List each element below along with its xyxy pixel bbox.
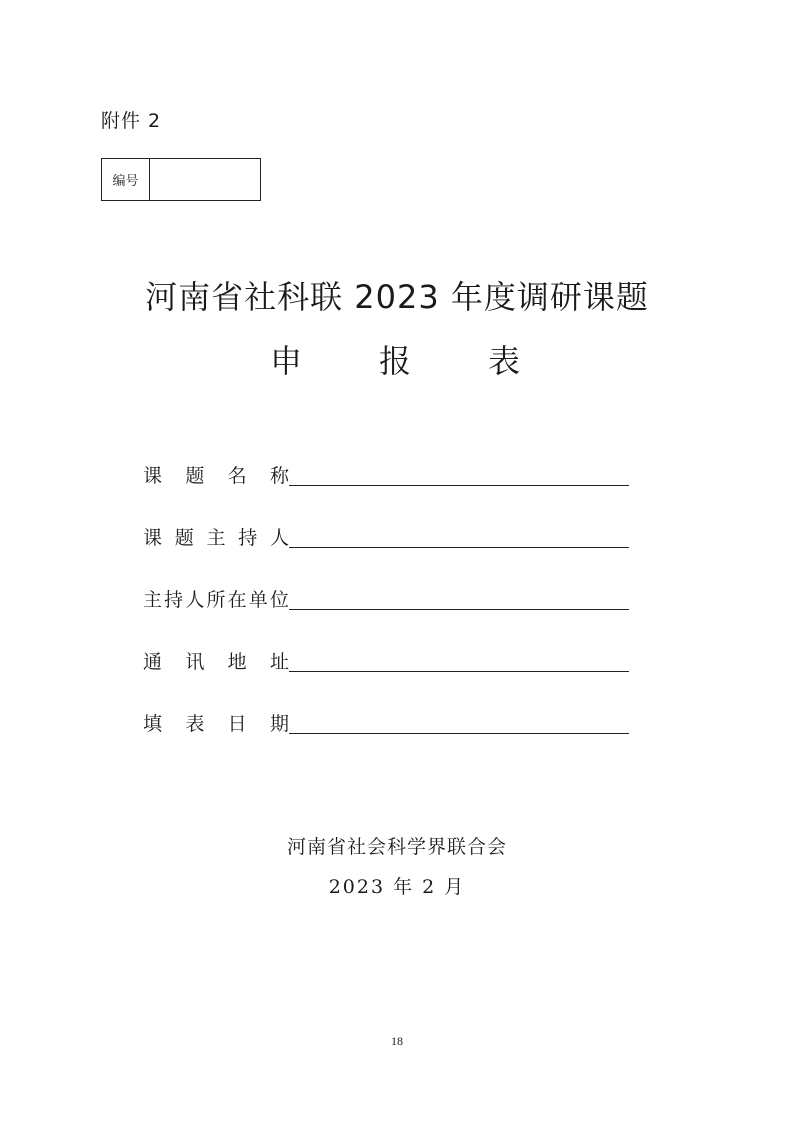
field-label xyxy=(143,526,289,550)
label-char: 课 xyxy=(143,527,163,549)
subtitle-char: 表 xyxy=(487,342,520,380)
label-char: 通 xyxy=(143,651,163,673)
attachment-label: 附件 2 xyxy=(101,110,162,132)
project-host-line[interactable] xyxy=(289,525,629,548)
page-number: 18 xyxy=(391,1034,403,1048)
label-char: 主 xyxy=(206,527,226,549)
field-label xyxy=(143,588,289,612)
label-char: 期 xyxy=(269,713,289,735)
label-char: 主 xyxy=(143,589,163,611)
subtitle-char: 申 xyxy=(270,342,303,380)
field-mailing-address xyxy=(143,644,629,674)
label-char: 讯 xyxy=(185,651,205,673)
subtitle-char: 报 xyxy=(378,342,411,380)
form-title: 河南省社科联 2023 年度调研课题 xyxy=(145,278,649,316)
field-project-host xyxy=(143,520,629,550)
project-name-line[interactable] xyxy=(289,463,629,486)
label-char: 课 xyxy=(143,465,163,487)
label-char: 日 xyxy=(227,713,247,735)
label-char: 位 xyxy=(269,589,289,611)
label-char: 地 xyxy=(227,651,247,673)
label-char: 题 xyxy=(185,465,205,487)
field-host-unit xyxy=(143,582,629,612)
issue-date: 2023 年 2 月 xyxy=(328,876,466,898)
label-char: 名 xyxy=(227,465,247,487)
label-char: 所 xyxy=(206,589,226,611)
label-char: 在 xyxy=(227,589,247,611)
label-char: 人 xyxy=(185,589,205,611)
field-label xyxy=(143,650,289,674)
serial-number-field[interactable] xyxy=(150,159,260,200)
label-char: 称 xyxy=(269,465,289,487)
field-fill-date xyxy=(143,706,629,736)
label-char: 表 xyxy=(185,713,205,735)
field-label xyxy=(143,464,289,488)
label-char: 填 xyxy=(143,713,163,735)
field-project-name xyxy=(143,458,629,488)
label-char: 单 xyxy=(248,589,268,611)
form-subtitle xyxy=(270,336,520,382)
label-char: 持 xyxy=(238,527,258,549)
label-char: 人 xyxy=(269,527,289,549)
label-char: 题 xyxy=(174,527,194,549)
field-label xyxy=(143,712,289,736)
fill-date-line[interactable] xyxy=(289,711,629,734)
serial-number-box xyxy=(101,158,261,201)
host-unit-line[interactable] xyxy=(289,587,629,610)
label-char: 址 xyxy=(269,651,289,673)
label-char: 持 xyxy=(164,589,184,611)
serial-number-label: 编号 xyxy=(102,159,150,200)
organization-name: 河南省社会科学界联合会 xyxy=(286,836,507,858)
mailing-address-line[interactable] xyxy=(289,649,629,672)
